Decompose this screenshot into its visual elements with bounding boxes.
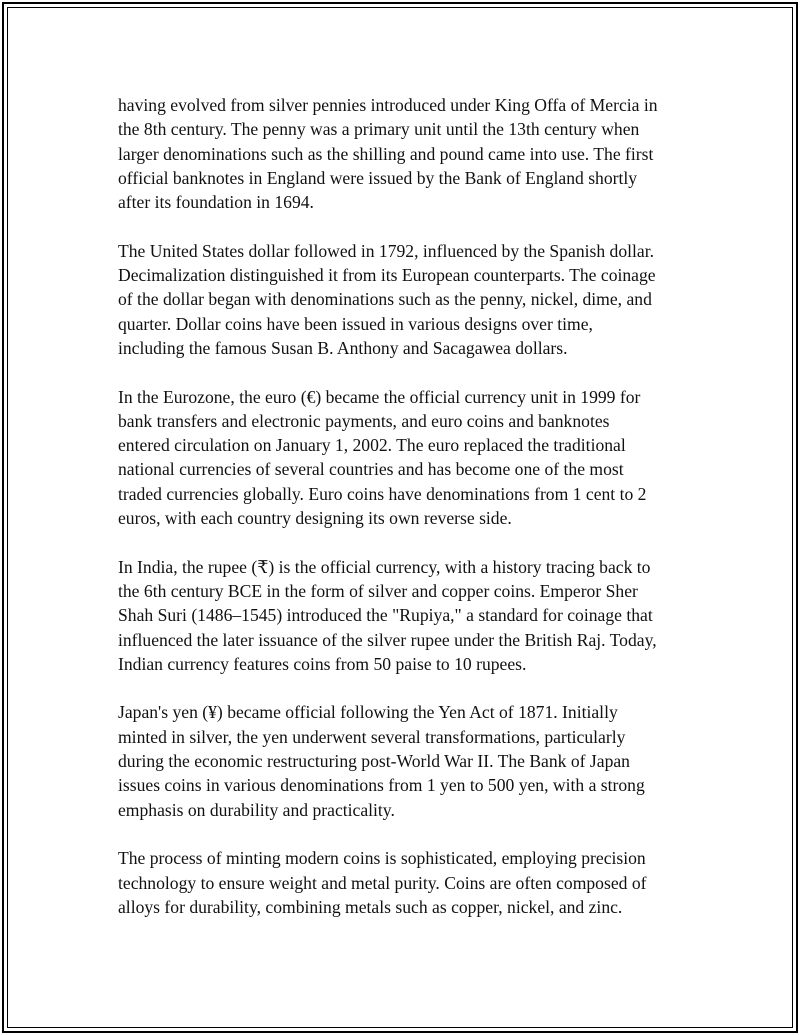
paragraph-minting-process: The process of minting modern coins is sophisticated, employing precision technology to ensure weight and metal purity. Coins are often composed of alloys for durability, combining metals such as copper, nickel, and zinc. — [118, 848, 647, 917]
paragraph-euro: In the Eurozone, the euro (€) became the official currency unit in 1999 for bank transfers and electronic payments, and euro coins and banknotes entered circulation on January 1, 2002. The euro replaced the traditional national currencies of several countries and has become one of the most traded currencies globally. Euro coins have denominations from 1 cent to 2 euros, with each country designing its own reverse side. — [118, 386, 647, 529]
paragraph-england-currency: having evolved from silver pennies introduced under King Offa of Mercia in the 8th century. The penny was a primary unit until the 13th century when larger denominations such as the shilling and pound came into use. The first official banknotes in England were issued by the Bank of England shortly after its foundation in 1694. — [118, 95, 658, 213]
paragraph-us-dollar: The United States dollar followed in 1792, influenced by the Spanish dollar. Decimalization distinguished it from its European counterparts. The coinage of the dollar began with denominations such as the penny, nickel, dime, and quarter. Dollar coins have been issued in various designs over time, including the famous Susan B. Anthony and Sacagawea dollars. — [118, 240, 656, 358]
paragraph-india-rupee: In India, the rupee (₹) is the official currency, with a history tracing back to the 6th century BCE in the form of silver and copper coins. Emperor Sher Shah Suri (1486–1545) introduced the "Rupiya," a standard for coinage that influenced the later issuance of the silver rupee under the British Raj. Today, Indian currency features coins from 50 paise to 10 rupees. — [118, 556, 657, 674]
document-body — [118, 93, 693, 943]
paragraph-japan-yen: Japan's yen (¥) became official following the Yen Act of 1871. Initially minted in silver, the yen underwent several transformations, particularly during the economic restructuring post-World War II. The Bank of Japan issues coins in various denominations from 1 yen to 500 yen, with a strong emphasis on durability and practicality. — [118, 702, 645, 820]
